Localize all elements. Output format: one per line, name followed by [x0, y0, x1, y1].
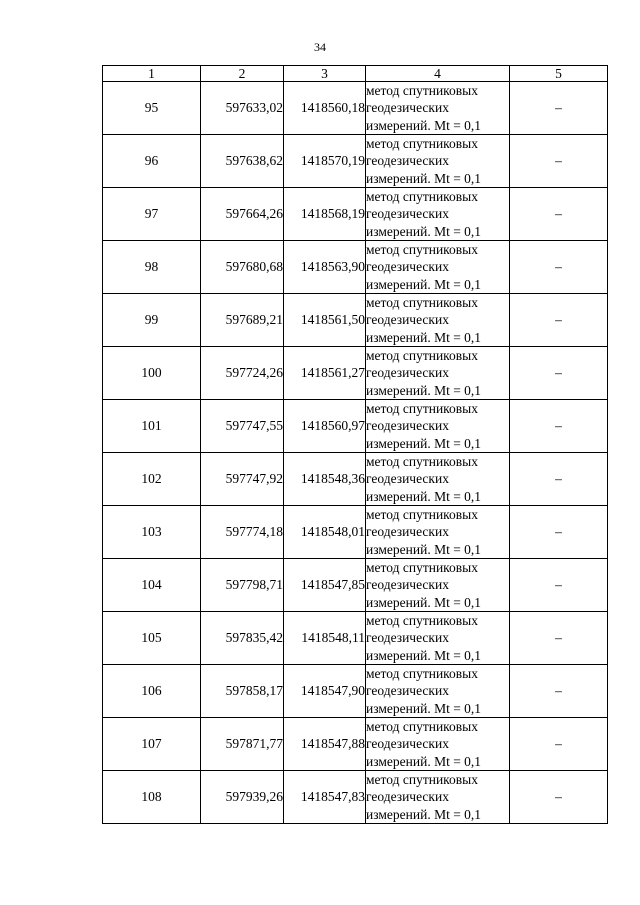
column-header-5: 5 [510, 66, 608, 82]
point-number: 104 [103, 559, 201, 612]
note-cell: – [510, 453, 608, 506]
method-line-2: геодезических [366, 683, 449, 699]
method-line-3: измерений. Mt = 0,1 [366, 382, 482, 398]
point-number: 98 [103, 241, 201, 294]
note-cell: – [510, 506, 608, 559]
point-number: 107 [103, 718, 201, 771]
point-number: 106 [103, 665, 201, 718]
method-cell [366, 294, 510, 347]
method-cell [366, 612, 510, 665]
method-line-1: метод спутниковых [366, 242, 478, 258]
table-header-row [103, 66, 608, 82]
method-cell [366, 241, 510, 294]
column-header-1: 1 [103, 66, 201, 82]
coordinate-x: 597835,42 [201, 612, 284, 665]
coordinates-table [102, 65, 608, 824]
method-cell [366, 400, 510, 453]
coordinate-x: 597638,62 [201, 135, 284, 188]
method-line-3: измерений. Mt = 0,1 [366, 276, 482, 292]
method-line-1: метод спутниковых [366, 507, 478, 523]
note-cell: – [510, 400, 608, 453]
coordinate-x: 597858,17 [201, 665, 284, 718]
method-line-2: геодезических [366, 418, 449, 434]
page-number: 34 [314, 40, 326, 54]
method-line-3: измерений. Mt = 0,1 [366, 329, 482, 345]
coordinate-x: 597747,55 [201, 400, 284, 453]
coordinate-x: 597871,77 [201, 718, 284, 771]
method-line-1: метод спутниковых [366, 295, 478, 311]
coordinate-y: 1418548,11 [284, 612, 366, 665]
column-header-2: 2 [201, 66, 284, 82]
method-line-1: метод спутниковых [366, 189, 478, 205]
table-row [103, 559, 608, 612]
note-cell: – [510, 718, 608, 771]
coordinate-x: 597747,92 [201, 453, 284, 506]
method-line-3: измерений. Mt = 0,1 [366, 594, 482, 610]
coordinate-y: 1418548,36 [284, 453, 366, 506]
coordinate-x: 597939,26 [201, 771, 284, 824]
note-cell: – [510, 612, 608, 665]
table-row [103, 241, 608, 294]
method-line-3: измерений. Mt = 0,1 [366, 700, 482, 716]
method-line-2: геодезических [366, 471, 449, 487]
coordinate-y: 1418547,83 [284, 771, 366, 824]
note-cell: – [510, 665, 608, 718]
table-row [103, 771, 608, 824]
method-line-1: метод спутниковых [366, 454, 478, 470]
method-line-2: геодезических [366, 259, 449, 275]
coordinate-x: 597664,26 [201, 188, 284, 241]
column-header-3: 3 [284, 66, 366, 82]
note-cell: – [510, 135, 608, 188]
point-number: 97 [103, 188, 201, 241]
column-header-4: 4 [366, 66, 510, 82]
method-line-2: геодезических [366, 630, 449, 646]
table-row [103, 718, 608, 771]
method-cell [366, 453, 510, 506]
method-cell [366, 718, 510, 771]
note-cell: – [510, 294, 608, 347]
coordinate-x: 597798,71 [201, 559, 284, 612]
coordinate-y: 1418560,97 [284, 400, 366, 453]
coordinate-y: 1418547,90 [284, 665, 366, 718]
point-number: 103 [103, 506, 201, 559]
coordinate-y: 1418560,18 [284, 82, 366, 135]
coordinate-y: 1418548,01 [284, 506, 366, 559]
point-number: 99 [103, 294, 201, 347]
point-number: 105 [103, 612, 201, 665]
method-line-3: измерений. Mt = 0,1 [366, 541, 482, 557]
table-row [103, 347, 608, 400]
point-number: 101 [103, 400, 201, 453]
method-line-1: метод спутниковых [366, 136, 478, 152]
coordinate-x: 597724,26 [201, 347, 284, 400]
method-line-1: метод спутниковых [366, 348, 478, 364]
method-line-2: геодезических [366, 365, 449, 381]
coordinate-y: 1418547,85 [284, 559, 366, 612]
method-line-3: измерений. Mt = 0,1 [366, 753, 482, 769]
method-line-1: метод спутниковых [366, 666, 478, 682]
method-line-1: метод спутниковых [366, 719, 478, 735]
note-cell: – [510, 771, 608, 824]
method-line-2: геодезических [366, 577, 449, 593]
coordinate-x: 597680,68 [201, 241, 284, 294]
point-number: 100 [103, 347, 201, 400]
method-line-3: измерений. Mt = 0,1 [366, 488, 482, 504]
note-cell: – [510, 82, 608, 135]
method-line-1: метод спутниковых [366, 83, 478, 99]
method-line-3: измерений. Mt = 0,1 [366, 647, 482, 663]
coordinate-y: 1418563,90 [284, 241, 366, 294]
point-number: 102 [103, 453, 201, 506]
method-line-2: геодезических [366, 524, 449, 540]
method-line-3: измерений. Mt = 0,1 [366, 806, 482, 822]
method-cell [366, 82, 510, 135]
method-line-3: измерений. Mt = 0,1 [366, 435, 482, 451]
method-line-2: геодезических [366, 736, 449, 752]
table-row [103, 453, 608, 506]
table-row [103, 294, 608, 347]
note-cell: – [510, 188, 608, 241]
table-row [103, 612, 608, 665]
method-line-1: метод спутниковых [366, 401, 478, 417]
method-cell [366, 506, 510, 559]
method-line-2: геодезических [366, 789, 449, 805]
method-line-2: геодезических [366, 153, 449, 169]
note-cell: – [510, 347, 608, 400]
method-cell [366, 771, 510, 824]
point-number: 96 [103, 135, 201, 188]
method-cell [366, 665, 510, 718]
method-line-3: измерений. Mt = 0,1 [366, 170, 482, 186]
note-cell: – [510, 241, 608, 294]
table-row [103, 665, 608, 718]
method-line-1: метод спутниковых [366, 613, 478, 629]
point-number: 108 [103, 771, 201, 824]
method-cell [366, 188, 510, 241]
note-cell: – [510, 559, 608, 612]
method-line-2: геодезических [366, 206, 449, 222]
coordinate-y: 1418547,88 [284, 718, 366, 771]
coordinate-y: 1418561,27 [284, 347, 366, 400]
coordinate-y: 1418561,50 [284, 294, 366, 347]
table-row [103, 400, 608, 453]
coordinate-x: 597774,18 [201, 506, 284, 559]
method-line-1: метод спутниковых [366, 772, 478, 788]
method-cell [366, 559, 510, 612]
table-row [103, 188, 608, 241]
table-row [103, 135, 608, 188]
table-row [103, 82, 608, 135]
method-line-2: геодезических [366, 100, 449, 116]
method-cell [366, 347, 510, 400]
table-row [103, 506, 608, 559]
method-line-3: измерений. Mt = 0,1 [366, 223, 482, 239]
method-line-2: геодезических [366, 312, 449, 328]
coordinate-y: 1418568,19 [284, 188, 366, 241]
coordinate-x: 597633,02 [201, 82, 284, 135]
method-line-1: метод спутниковых [366, 560, 478, 576]
coordinate-x: 597689,21 [201, 294, 284, 347]
method-line-3: измерений. Mt = 0,1 [366, 117, 482, 133]
point-number: 95 [103, 82, 201, 135]
coordinate-y: 1418570,19 [284, 135, 366, 188]
method-cell [366, 135, 510, 188]
